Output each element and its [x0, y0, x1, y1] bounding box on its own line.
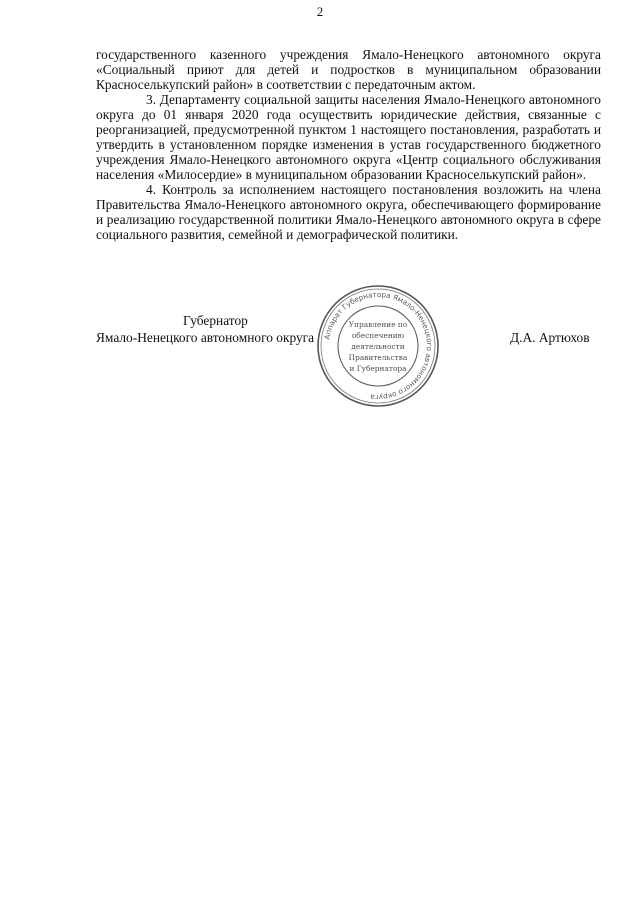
signature-organization: Ямало-Ненецкого автономного округа: [96, 330, 315, 345]
seal-center-text: [349, 320, 408, 373]
page-number: 2: [316, 4, 324, 19]
seal-center-line: и Губернатора: [349, 364, 407, 373]
seal-center-line: Управление по: [348, 320, 408, 329]
official-seal-stamp: [316, 284, 440, 408]
seal-center-line: деятельности: [351, 342, 405, 351]
signature-title: Губернатор: [183, 313, 248, 328]
paragraph-item-4: 4. Контроль за исполнением настоящего постановления возложить на члена Правительства Ямало-Ненецкого автономного округа, обеспечивающего формирование и реализацию государственной политики Ямало-Ненецкого автономного округа в сфере социального развития, семейной и демографической политики.: [96, 182, 601, 242]
seal-ring-text: Аппарат Губернатора Ямало-Ненецкого автономного округа: [322, 289, 435, 403]
seal-graphic: [316, 284, 440, 408]
seal-center-line: Правительства: [348, 353, 408, 362]
paragraph-item-3: 3. Департаменту социальной защиты населения Ямало-Ненецкого автономного округа до 01 января 2020 года осуществить юридические действия, связанные с реорганизацией, предусмотренной пунктом 1 настоящего постановления, разработать и утвердить в установленном порядке изменения в устав государственного бюджетного учреждения Ямало-Ненецкого автономного округа «Центр социального обслуживания населения «Милосердие» в муниципальном образовании Красноселькупский район».: [96, 92, 601, 182]
document-body: [96, 47, 601, 242]
signatory-name: Д.А. Артюхов: [510, 330, 590, 345]
seal-center-line: обеспечению: [351, 331, 405, 340]
paragraph-continuation: государственного казенного учреждения Ямало-Ненецкого автономного округа «Социальный приют для детей и подростков в муниципальном образовании Красноселькупский район» в соответствии с передаточным актом.: [96, 47, 601, 92]
